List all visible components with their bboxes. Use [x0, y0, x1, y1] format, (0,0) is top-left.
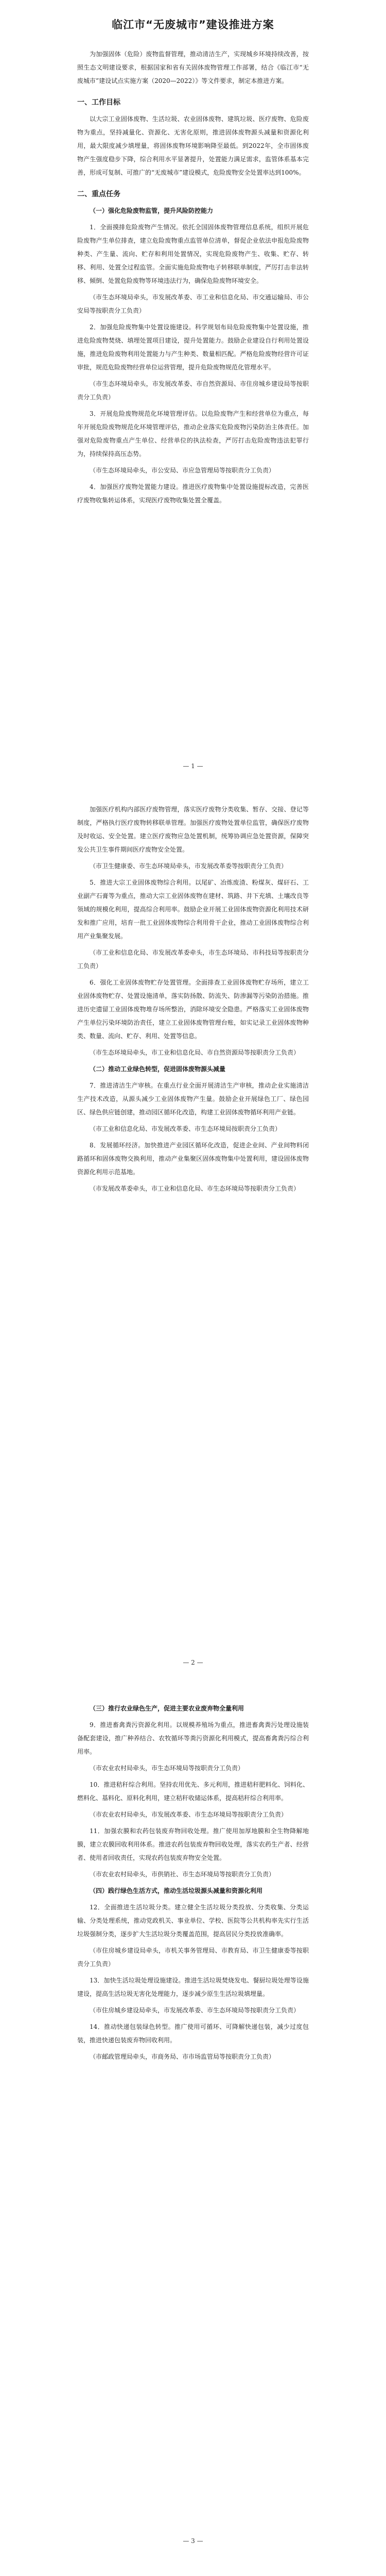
section-heading-tasks: 二、重点任务 [77, 190, 120, 198]
task-paragraph: 11．加强农膜和农药包装废弃物回收处理。推广使用加厚地膜和全生物降解地膜，建立农膜回收利用体系。推进农药包装废弃物回收处理，落实农药生产者、经营者、使用者回收责任，实现农药包装废弃物安全处置。 [77, 1827, 309, 1861]
page-number: — 1 — [183, 762, 203, 770]
goal-paragraph: 以大宗工业固体废物、生活垃圾、农业固体废物、建筑垃圾、医疗废物、危险废物为重点，坚持减量化、资源化、无害化原则，推进固体废物源头减量和资源化利用，最大限度减少填埋量，将固体废物环境影响降至最低。到2022年，全市固体废物产生强度稳步下降，综合利用水平显著提升，处置能力满足需求，监管体系基本完善，形成可复制、可推广的“无废城市”建设模式，危险废物安全处置率达到100%。 [77, 115, 309, 176]
responsibility-note: （市农业农村局牵头，市供销社、市生态环境局等按职责分工负责） [90, 1871, 275, 1878]
responsibility-note: （市生态环境局牵头，市工业和信息化局、市自然资源局等按职责分工负责） [90, 1049, 300, 1056]
task-paragraph: 5．推进大宗工业固体废物综合利用。以尾矿、冶炼废渣、粉煤灰、煤矸石、工业副产石膏等为重点，推动大宗工业固体废物在建材、筑路、井下充填、土壤改良等领域的规模化利用，提高综合利用率。鼓励企业开展工业固体废物资源化利用技术研发和推广应用，培育一批工业固体废物综合利用骨干企业，推动工业固体废物综合利用产业集聚发展。 [77, 879, 309, 940]
responsibility-note: （市发展改革委牵头，市工业和信息化局、市生态环境局等按职责分工负责） [90, 1185, 300, 1192]
task-paragraph: 6．强化工业固体废物贮存处置管理。全面排查工业固体废物贮存场所，建立工业固体废物贮存、处置设施清单，落实防扬散、防流失、防渗漏等污染防治措施。推进历史遗留工业固体废物堆存场所整治，消除环境安全隐患。严格落实工业固体废物产生单位污染环境防治责任，建立工业固体废物管理台账，如实记录工业固体废物种类、数量、流向、贮存、利用、处置等信息。 [77, 979, 309, 1040]
task-paragraph: 1．全面摸排危险废物产生情况。依托全国固体废物管理信息系统，组织开展危险废物产生单位排查，建立危险废物重点监管单位清单，督促企业依法申报危险废物种类、产生量、流向、贮存和利用处置情况，实现危险废物产生、收集、贮存、转移、利用、处置全过程监管。全面实施危险废物电子转移联单制度，严厉打击非法转移、倾倒、处置危险废物等环境违法行为，确保危险废物环境安全。 [77, 224, 309, 284]
page-2-content [77, 783, 309, 1198]
task-paragraph: 9．推进畜禽粪污资源化利用。以规模养殖场为重点，推进畜禽粪污处理设施装备配套建设，推广种养结合、农牧循环等粪污资源化利用模式，提高畜禽粪污综合利用率。 [77, 1721, 309, 1755]
responsibility-note: （市住房城乡建设局牵头，市机关事务管理局、市教育局、市卫生健康委等按职责分工负责） [77, 1947, 309, 1968]
responsibility-note: （市生态环境局牵头，市发展改革委、市自然资源局、市住房城乡建设局等按职责分工负责） [77, 380, 309, 401]
responsibility-note: （市邮政管理局牵头，市商务局、市市场监管局等按职责分工负责） [90, 2053, 275, 2060]
responsibility-note: （市生态环境局牵头，市发展改革委、市工业和信息化局、市交通运输局、市公安局等按职责分工负责） [77, 294, 309, 314]
task-paragraph: 12．全面推进生活垃圾分类。建立健全生活垃圾分类投放、分类收集、分类运输、分类处理系统，推动党政机关、事业单位、学校、医院等公共机构率先实行生活垃圾强制分类，逐步扩大生活垃圾分类覆盖范围，提高居民分类投放准确率。 [77, 1904, 309, 1938]
page-number: — 2 — [183, 1659, 203, 1666]
task-paragraph: 8．发展循环经济。加快推进产业园区循环化改造，促进企业间、产业间物料闭路循环和固体废物交换利用，推动产业集聚区固体废物集中处置利用，建设固体废物资源化利用示范基地。 [77, 1142, 309, 1176]
task-heading-4: （四）践行绿色生活方式，推动生活垃圾源头减量和资源化利用 [90, 1887, 263, 1894]
page-1 [0, 0, 386, 783]
task-paragraph: 7．推进清洁生产审核。在重点行业全面开展清洁生产审核，推动企业实施清洁生产技术改造，从源头减少工业固体废物产生量。鼓励企业开展绿色工厂、绿色园区、绿色供应链创建，推动园区循环化改造，构建工业固体废物循环利用产业链。 [77, 1082, 309, 1116]
intro-paragraph: 为加强固体（危险）废物监督管理，推动清洁生产，实现城乡环境持续改善，按照生态文明建设要求，根据国家和省有关固体废物管理工作部署，结合《临江市“无废城市”建设试点实施方案（2020—2022）》等文件要求，制定本推进方案。 [77, 50, 309, 84]
responsibility-note: （市农业农村局牵头，市生态环境局等按职责分工负责） [90, 1765, 244, 1772]
page-4 [0, 2561, 386, 2576]
task-paragraph: 加强医疗机构内部医疗废物管理，落实医疗废物分类收集、暂存、交接、登记等制度，严格执行医疗废物转移联单管理。加强医疗废物处置单位监管，确保医疗废物及时收运、安全处置。建立医疗废物应急处置机制，统筹协调应急处置资源，保障突发公共卫生事件期间医疗废物安全处置。 [77, 806, 309, 853]
task-paragraph: 10．推进秸秆综合利用。坚持农用优先、多元利用，推进秸秆肥料化、饲料化、燃料化、基料化、原料化利用，建立秸秆收储运体系，提高秸秆综合利用率。 [77, 1781, 309, 1802]
responsibility-note: （市卫生健康委、市生态环境局牵头，市发展改革委等按职责分工负责） [90, 862, 288, 870]
task-paragraph: 3．开展危险废物规范化环境管理评估。以危险废物产生和经营单位为重点，每年开展危险废物规范化环境管理评估，推动企业落实危险废物污染防治主体责任。加强对危险废物重点产生单位、经营单位的执法检查，严厉打击危险废物违法犯罪行为，持续保持高压态势。 [77, 410, 309, 457]
page-3-content [77, 1682, 309, 2066]
page-1-content [77, 0, 309, 510]
responsibility-note: （市生态环境局牵头，市公安局、市应急管理局等按职责分工负责） [90, 467, 275, 474]
task-heading-2: （二）推动工业绿色转型，促进固体废物源头减量 [90, 1065, 226, 1073]
page-3 [0, 1682, 386, 2561]
task-heading-1: （一）强化危险废物监管，提升风险防控能力 [90, 207, 214, 214]
section-heading-goals: 一、工作目标 [77, 98, 120, 107]
task-paragraph: 4．加强医疗废物处置能力建设。推进医疗废物集中处置设施提标改造，完善医疗废物收集转运体系，实现医疗废物收集处置全覆盖。 [77, 483, 309, 504]
responsibility-note: （市住房城乡建设局牵头，市发展改革委、市生态环境局等按职责分工负责） [90, 2007, 300, 2014]
page-4-content [77, 2561, 309, 2576]
task-paragraph: 14．推动快递包装绿色转型。推广使用可循环、可降解快递包装，减少过度包装，推进快递包装废弃物回收利用。 [77, 2023, 309, 2044]
document-title: 临江市“无废城市”建设推进方案 [112, 19, 274, 31]
page-number: — 3 — [183, 2537, 203, 2545]
responsibility-note: （市工业和信息化局、市发展改革委牵头，市生态环境局、市科技局等按职责分工负责） [77, 949, 309, 970]
task-heading-3: （三）推行农业绿色生产，促进主要农业废弃物全量利用 [90, 1705, 244, 1712]
responsibility-note: （市农业农村局牵头，市发展改革委、市生态环境局等按职责分工负责） [90, 1811, 288, 1818]
responsibility-note: （市工业和信息化局、市发展改革委、市生态环境局按职责分工负责） [90, 1125, 282, 1132]
page-2 [0, 783, 386, 1682]
task-paragraph: 2．加强危险废物集中处置设施建设。科学规划布局危险废物集中处置设施，推进危险废物焚烧、填埋处置项目建设，提升处置能力。鼓励企业建设自行利用处置设施，推进危险废物利用处置能力与产生种类、数量相匹配。严格危险废物经营许可证审批，规范危险废物经营单位运营管理，提升危险废物规范化管理水平。 [77, 324, 309, 371]
task-paragraph: 13．加快生活垃圾处理设施建设。推进生活垃圾焚烧发电、餐厨垃圾处理等设施建设，提高生活垃圾无害化处理能力，逐步减少原生生活垃圾填埋量。 [77, 1977, 309, 1997]
